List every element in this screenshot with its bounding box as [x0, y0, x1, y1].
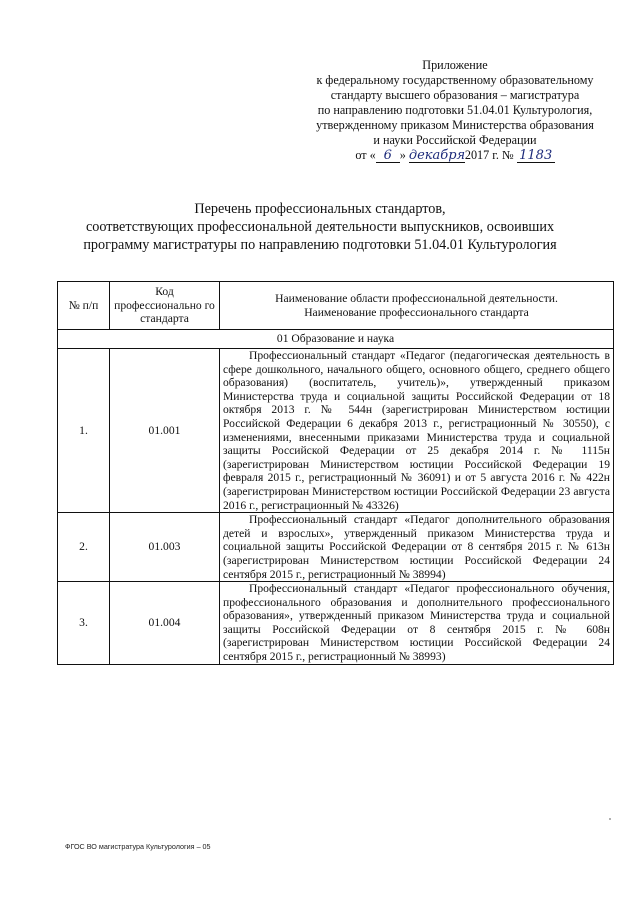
appendix-line: стандарту высшего образования – магистратура — [330, 88, 580, 102]
page-footer: ФГОС ВО магистратура Культурология – 05 — [65, 842, 211, 851]
row-num: 1. — [58, 349, 110, 513]
scan-speck — [609, 818, 611, 820]
date-month-handwritten: декабря — [408, 148, 466, 163]
header-name-line2: Наименование профессионального стандарта — [304, 305, 529, 319]
row-num: 3. — [58, 582, 110, 665]
appendix-line: по направлению подготовки 51.04.01 Культурология, — [317, 103, 593, 117]
standards-table — [57, 281, 614, 665]
header-name-line1: Наименование области профессиональной деятельности. — [275, 291, 558, 305]
section-title: 01 Образование и наука — [58, 330, 614, 349]
order-date-line — [300, 148, 610, 163]
date-day-handwritten: 6 — [376, 149, 400, 163]
section-row — [58, 330, 614, 349]
table-row — [58, 513, 614, 582]
row-name-text: Профессиональный стандарт «Педагог (педагогическая деятельность в сфере дошкольного, начального общего, основного общего, среднего общего образования) (воспитатель, учитель)», утвержденный приказом Министерства труда и социальной защиты Российской Федерации от 18 октября 2013 г. № 544н (зарегистрирован Министерством юстиции Российской Федерации 6 декабря 2013 г., регистрационный № 30550), с изменениями, внесенными приказами Министерства труда и социальной защиты Российской Федерации от 25 декабря 2014 г. № 1115н (зарегистрирован Министерством юстиции Российской Федерации 19 февраля 2015 г., регистрационный № 36091) и от 5 августа 2016 г. № 422н (зарегистрирован Министерством юстиции Российской Федерации 23 августа 2016 г., регистрационный № 43326) — [223, 349, 610, 512]
row-num: 2. — [58, 513, 110, 582]
row-name-text: Профессиональный стандарт «Педагог дополнительного образования детей и взрослых», утвержденный приказом Министерства труда и социальной защиты Российской Федерации от 8 сентября 2015 г. № 613н (зарегистрирован Министерством юстиции Российской Федерации 24 сентября 2015 г., регистрационный № 38994) — [223, 513, 610, 581]
order-number-handwritten: 1183 — [517, 149, 555, 163]
date-prefix: от « — [355, 148, 376, 162]
appendix-line: Приложение — [422, 58, 488, 72]
title-line: программу магистратуры по направлению подготовки 51.04.01 Культурология — [83, 237, 557, 253]
appendix-line: к федеральному государственному образовательному — [316, 73, 594, 87]
date-year: 2017 г. № — [464, 148, 514, 162]
date-mid: » — [399, 148, 406, 162]
appendix-line: утвержденному приказом Министерства образования — [316, 118, 594, 132]
row-code: 01.001 — [110, 349, 220, 513]
table-row — [58, 582, 614, 665]
appendix-header — [300, 58, 610, 163]
header-name — [220, 282, 614, 330]
row-code: 01.004 — [110, 582, 220, 665]
row-name — [220, 513, 614, 582]
row-name-text: Профессиональный стандарт «Педагог профессионального обучения, профессионального образования и дополнительного профессионального образования», утвержденный приказом Министерства труда и социальной защиты Российской Федерации от 8 сентября 2015 г. № 608н (зарегистрирован Министерством юстиции Российской Федерации 24 сентября 2015 г., регистрационный № 38993) — [223, 582, 610, 664]
appendix-line: и науки Российской Федерации — [373, 133, 537, 147]
title-line: Перечень профессиональных стандартов, — [194, 201, 446, 217]
row-name — [220, 582, 614, 665]
document-title — [40, 200, 600, 254]
table-header-row — [58, 282, 614, 330]
row-code: 01.003 — [110, 513, 220, 582]
table-row — [58, 349, 614, 513]
title-line: соответствующих профессиональной деятельности выпускников, освоивших — [85, 219, 555, 235]
row-name — [220, 349, 614, 513]
header-code: Код профессионально го стандарта — [110, 282, 220, 330]
header-num: № п/п — [58, 282, 110, 330]
